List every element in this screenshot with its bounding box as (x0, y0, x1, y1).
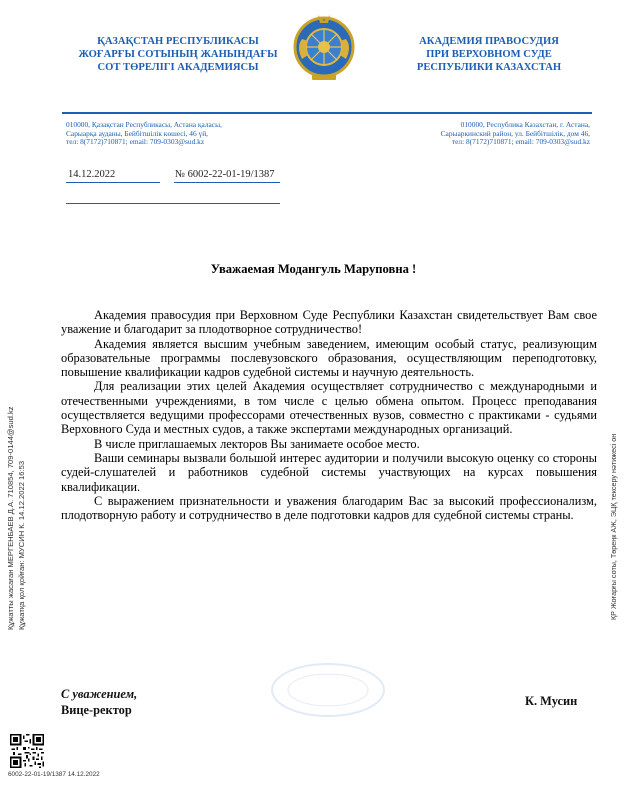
closing-block (61, 686, 137, 718)
address-left-line-2: Сарыарқа ауданы, Бейбітшілік көшесі, 46 үй, (66, 128, 209, 138)
signer-title: Вице-ректор (61, 703, 132, 717)
header-right-line-2: ПРИ ВЕРХОВНОМ СУДЕ (426, 49, 552, 60)
right-margin-note (609, 395, 623, 620)
address-right-line-1: 010000, Республика Казахстан, г. Астана, (460, 120, 590, 129)
address-left-line-1: 010000, Қазақстан Республикасы, Астана қаласы, (66, 120, 222, 129)
paragraph-1: Академия правосудия при Верховном Суде Республики Казахстан свидетельствует Вам свое уважение и благодарит за плодотворное сотрудничество! (61, 308, 597, 337)
footer-reference: 6002-22-01-19/1387 14.12.2022 (8, 771, 100, 778)
reference-underline (66, 203, 280, 204)
paragraph-5: Ваши семинары вызвали большой интерес аудитории и получили высокую оценку со стороны судей-слушателей и работников судебной системы участвующих на курсах повышения квалификации. (61, 450, 597, 494)
closing-phrase: С уважением, (61, 687, 138, 701)
header-left-line-2: ЖОҒАРҒЫ СОТЫНЫҢ ЖАНЫНДАҒЫ (78, 49, 278, 60)
faint-stamp-icon (268, 660, 388, 720)
paragraph-2: Академия является высшим учебным заведением, имеющим особый статус, реализующим образовательные программы послевузовского образования, осуществляющим переподготовку, повышение квалификации кадров судебной системы и научную деятельность. (61, 336, 597, 380)
letter-greeting: Уважаемая Модангуль Маруповна ! (210, 262, 417, 276)
left-margin-notes (6, 380, 32, 630)
number-underline (174, 182, 280, 183)
address-kazakh (66, 121, 222, 147)
date-underline (66, 182, 160, 183)
right-margin-line-1: ҚР Жоғарғы соты, Төреңк АЖ, ЭЦҚ тексеру нәтижесі он (609, 433, 618, 620)
qr-code-icon[interactable] (10, 734, 44, 768)
header-divider (62, 112, 592, 114)
paragraph-6: С выражением признательности и уважения благодарим Вас за высокий профессионализм, плодотворную работу и сотрудничество в деле подготовки кадров для судебной системы страны. (61, 493, 597, 523)
address-right-line-3: тел: 8(7172)710871; email: 709-0303@sud.kz (451, 137, 590, 147)
address-russian (441, 121, 590, 147)
header-kazakh-name (58, 35, 298, 74)
paragraph-4: В числе приглашаемых лекторов Вы занимаете особое место. (94, 436, 420, 451)
left-margin-line-2: Құжатқа қол қойған: МУСИН К. 14.12.2022 16:53 (17, 460, 26, 630)
header-right-line-1: АКАДЕМИЯ ПРАВОСУДИЯ (419, 36, 559, 47)
address-left-line-3: тел: 8(7172)710871; email: 709-0303@sud.kz (66, 137, 205, 147)
header-left-line-3: СОТ ТӨРЕЛІГІ АКАДЕМИЯСЫ (97, 62, 259, 73)
state-emblem-icon (292, 13, 356, 83)
header-left-line-1: ҚАЗАҚСТАН РЕСПУБЛИКАСЫ (97, 36, 259, 47)
letter-body (61, 308, 597, 522)
signer-name: К. Мусин (525, 694, 578, 708)
document-number: № 6002-22-01-19/1387 (175, 169, 275, 180)
address-right-line-2: Сарыаркинский район, ул. Бейбітшілік, дом 46, (440, 128, 590, 138)
paragraph-3: Для реализации этих целей Академия осуществляет сотрудничество с международными и отечественными учреждениями, в том числе с целью обмена опытом. Процесс преподавания осуществляется ведущими профессорами отечественных вузов, совместно с практиками - судьями Верховного Суда и местных судов, а также экспертами международных организаций. (61, 379, 597, 437)
document-date: 14.12.2022 (68, 169, 116, 180)
left-margin-line-1: Құжатты жасаған МЕРГЕНБАЕВ Д.А. 710854, 709-0144@sud.kz (6, 406, 15, 630)
header-russian-name (392, 35, 586, 74)
header-right-line-3: РЕСПУБЛИКИ КАЗАХСТАН (416, 62, 562, 73)
